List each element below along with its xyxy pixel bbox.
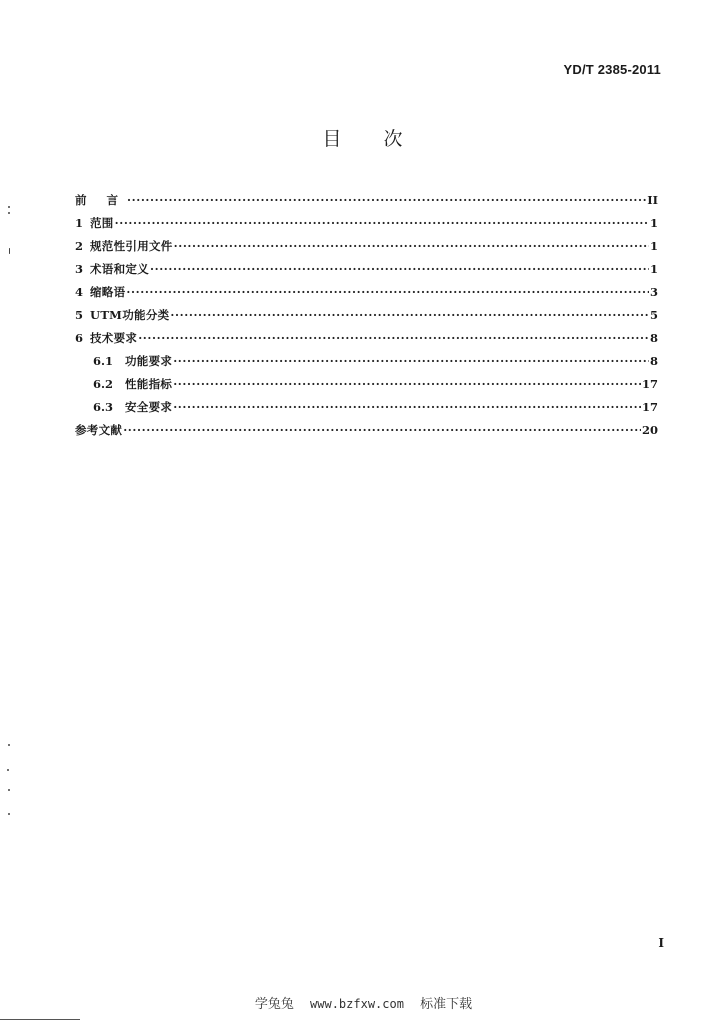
document-code: YD/T 2385-2011: [563, 62, 661, 77]
toc-entry-page: 20: [641, 423, 658, 437]
toc-leader-dots: [173, 377, 641, 391]
toc-entry-label: 技术要求: [90, 331, 138, 345]
scan-speck: [8, 744, 10, 746]
toc-entry-utm-classification[interactable]: [75, 307, 658, 330]
scan-speck: [8, 212, 10, 214]
toc-entry-page: 3: [649, 285, 658, 299]
scan-speck: [7, 769, 9, 771]
toc-entry-page: 1: [649, 262, 658, 276]
toc-entry-number: 1: [75, 216, 84, 230]
toc-entry-terms-definitions[interactable]: [75, 261, 658, 284]
toc-entry-performance-metrics[interactable]: [75, 376, 658, 399]
toc-entry-page: 5: [649, 308, 658, 322]
scan-speck: [9, 248, 10, 254]
toc-entry-label: 安全要求: [125, 400, 173, 414]
toc-entry-label: 术语和定义: [90, 262, 149, 276]
toc-entry-page: 17: [641, 377, 658, 391]
toc-entry-label: 参考文献: [75, 423, 123, 437]
toc-entry-page: 1: [649, 216, 658, 230]
toc-leader-dots: [138, 331, 649, 345]
toc-leader-dots: [173, 400, 641, 414]
footer-watermark: [0, 993, 727, 1012]
toc-entry-page: 1: [649, 239, 658, 253]
scan-speck: [8, 789, 10, 791]
toc-entry-normative-references[interactable]: [75, 238, 658, 261]
toc-entry-number: 5: [75, 308, 84, 322]
footer-site-name: 学兔兔: [254, 997, 294, 1012]
toc-entry-label: 前 言: [75, 193, 127, 207]
toc-entry-functional-requirements[interactable]: [75, 353, 658, 376]
toc-leader-dots: [173, 354, 649, 368]
toc-entry-bibliography[interactable]: [75, 422, 658, 445]
toc-entry-label: 功能要求: [125, 354, 173, 368]
footer-site-url[interactable]: www.bzfxw.com: [310, 997, 404, 1011]
toc-entry-label: 缩略语: [90, 285, 126, 299]
toc-entry-number: 3: [75, 262, 84, 276]
toc-entry-page: 8: [649, 331, 658, 345]
footer-slogan: 标准下载: [420, 997, 473, 1012]
page-number: I: [658, 936, 664, 950]
toc-leader-dots: [150, 262, 649, 276]
toc-entry-number: 4: [75, 285, 84, 299]
scan-edge-line: [0, 1019, 80, 1020]
toc-entry-page: II: [647, 193, 658, 207]
toc-entry-page: 8: [649, 354, 658, 368]
toc-leader-dots: [127, 193, 646, 207]
toc-entry-foreword[interactable]: [75, 192, 658, 215]
toc-entry-page: 17: [641, 400, 658, 414]
toc-entry-label: 性能指标: [125, 377, 173, 391]
scan-speck: [8, 813, 10, 815]
toc-entry-number: 6.1: [93, 354, 114, 368]
toc-entry-abbreviations[interactable]: [75, 284, 658, 307]
toc-leader-dots: [170, 308, 649, 322]
toc-entry-label: 范围: [90, 216, 114, 230]
scan-speck: [8, 206, 10, 208]
toc-entry-scope[interactable]: [75, 215, 658, 238]
toc-entry-label: UTM功能分类: [90, 308, 170, 322]
toc-title-part2: 次: [383, 128, 405, 150]
toc-entry-number: 6.2: [93, 377, 114, 391]
toc-leader-dots: [123, 423, 641, 437]
toc-entry-number: 6: [75, 331, 84, 345]
toc-leader-dots: [126, 285, 649, 299]
toc-entry-security-requirements[interactable]: [75, 399, 658, 422]
toc-leader-dots: [115, 216, 649, 230]
toc-title: [0, 124, 727, 151]
toc-title-part1: 目: [322, 128, 344, 150]
toc-entry-technical-requirements[interactable]: [75, 330, 658, 353]
toc-entry-number: 6.3: [93, 400, 114, 414]
toc-leader-dots: [174, 239, 649, 253]
table-of-contents: [75, 192, 658, 445]
toc-entry-label: 规范性引用文件: [90, 239, 173, 253]
toc-entry-number: 2: [75, 239, 84, 253]
